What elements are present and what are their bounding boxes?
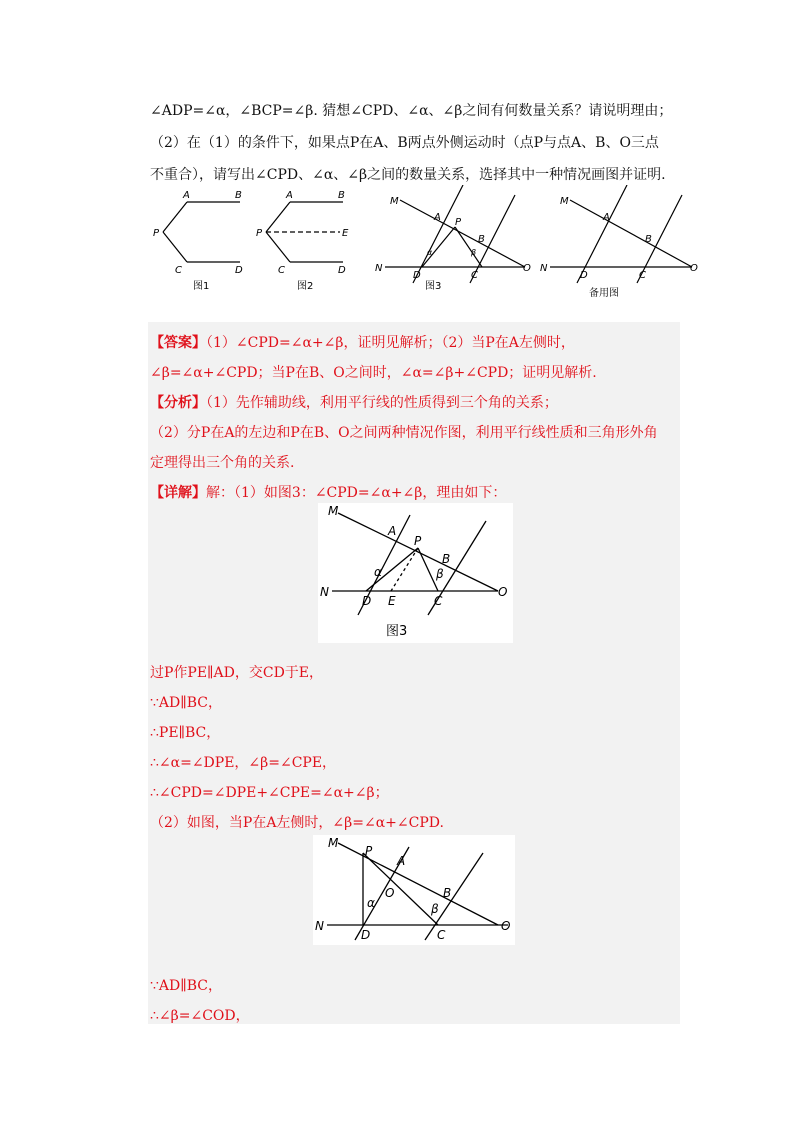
fig4-label-N: N [540,263,548,274]
fig1-label-C: C [175,265,182,276]
d3-label-P: P [414,534,422,548]
fig1-label-B: B [235,190,242,201]
d3-label-C: C [434,594,443,608]
d3-label-M: M [328,504,339,518]
fig4-label-D: D [580,270,588,281]
d3-caption: 图3 [386,624,408,639]
detail-figure-p-left [313,835,515,945]
d2-label-C: C [437,928,446,942]
analysis-line-2: （2）分P在A的左边和P在B、O之间两种情况作图，利用平行线性质和三角形外角 [150,425,658,441]
fig3-label-B: B [478,234,485,245]
fig4-label-O: O [690,263,698,274]
d3-label-O: O [498,585,508,599]
analysis-text-1: （1）先作辅助线，利用平行线的性质得到三个角的关系； [206,395,558,411]
fig3-label-beta: β [471,248,477,257]
d2-label-M: M [328,836,339,850]
d3-label-alpha: α [374,565,382,579]
analysis-line-1 [150,392,558,412]
question-line-3: 不重合），请写出∠CPD、∠α、∠β之间的数量关系，选择其中一种情况画图并证明. [150,167,666,183]
d2-label-beta: β [431,902,439,916]
detail-step-6: （2）如图，当P在A左侧时，∠β=∠α+∠CPD. [150,815,444,831]
fig2-label-B: B [338,190,345,201]
fig2-caption: 图2 [297,281,314,292]
question-line-2: （2）在（1）的条件下，如果点P在A、B两点外侧运动时（点P与点A、B、O三点 [150,135,659,151]
fig3-label-alpha: α [427,248,433,257]
fig1-caption: 图1 [193,281,210,292]
fig2-label-P: P [256,228,263,239]
detail-line-1 [150,482,506,502]
d3-label-beta: β [436,567,444,581]
d3-label-A: A [388,524,397,538]
fig4-label-M: M [560,196,569,207]
detail-step-8: ∴∠β=∠COD， [150,1008,250,1024]
d3-label-N: N [320,585,329,599]
fig2-label-E: E [342,228,349,239]
fig3-caption: 图3 [425,281,442,292]
detail-step-7: ∵AD∥BC， [150,978,222,994]
fig3-label-N: N [375,263,383,274]
fig2-label-D: D [338,265,346,276]
d2-label-N: N [315,919,324,933]
detail-figure-3 [318,503,513,643]
fig2-label-A: A [286,190,293,201]
fig3-label-M: M [390,196,399,207]
detail-tag: 【详解】 [150,485,206,501]
fig4-label-C: C [639,270,646,281]
analysis-line-3: 定理得出三个角的关系. [150,455,295,471]
detail-step-1: 过P作PE∥AD，交CD于E， [150,665,324,681]
fig3-label-P: P [455,217,462,228]
d2-label-O-mid: O [385,886,395,900]
answer-text-1: （1）∠CPD=∠α+∠β，证明见解析；（2）当P在A左侧时， [206,335,575,351]
answer-tag: 【答案】 [150,335,206,351]
fig1-label-P: P [153,228,160,239]
d2-label-P: P [365,844,373,858]
d3-label-E: E [388,594,396,608]
detail-text-1: 解：（1）如图3：∠CPD=∠α+∠β，理由如下： [206,485,507,501]
answer-line-2: ∠β=∠α+∠CPD；当P在B、O之间时，∠α=∠β+∠CPD；证明见解析. [150,365,597,381]
detail-step-2: ∵AD∥BC， [150,695,222,711]
fig1-label-D: D [235,265,243,276]
d3-label-D: D [362,594,372,608]
d2-label-A: A [397,854,406,868]
fig4-label-B: B [645,234,652,245]
fig4-label-A: A [603,212,610,223]
fig3-label-D: D [413,270,421,281]
answer-line-1 [150,332,575,352]
detail-step-3: ∴PE∥BC， [150,725,221,741]
d2-label-D: D [361,928,371,942]
d2-label-alpha: α [367,896,375,910]
fig3-label-C: C [471,270,478,281]
detail-step-4: ∴∠α=∠DPE，∠β=∠CPE， [150,755,337,771]
analysis-tag: 【分析】 [150,395,206,411]
fig2-label-C: C [278,265,285,276]
fig3-label-O: O [523,263,531,274]
detail-step-5: ∴∠CPD=∠DPE+∠CPE=∠α+∠β； [150,785,389,801]
fig3-label-A: A [434,212,441,223]
d2-label-O: O [501,919,511,933]
top-figures [145,185,705,300]
d2-label-B: B [443,886,452,900]
fig1-label-A: A [183,190,190,201]
question-line-1: ∠ADP=∠α，∠BCP=∠β. 猜想∠CPD、∠α、∠β之间有何数量关系？请说明理由； [150,103,673,119]
d3-label-B: B [442,552,451,566]
reserve-fig-caption: 备用图 [589,288,619,299]
